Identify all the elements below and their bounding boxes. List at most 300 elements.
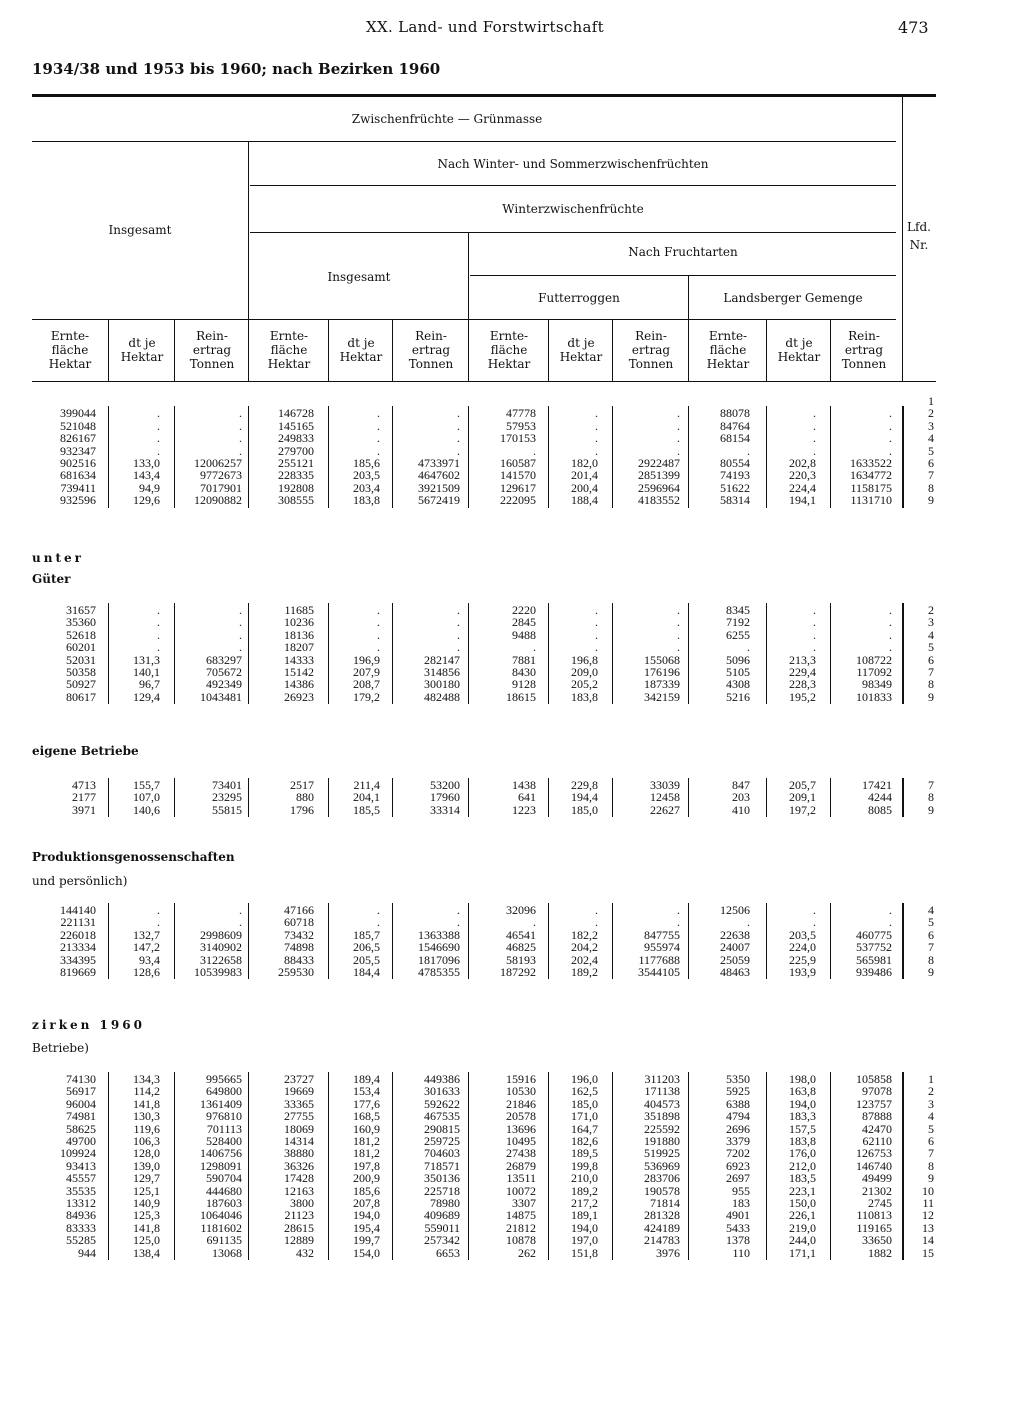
table-cell: 58625 bbox=[66, 1121, 96, 1136]
table-cell: 410 bbox=[732, 802, 750, 817]
table-cell: 21302 bbox=[862, 1183, 892, 1198]
header-lfd: Lfd. bbox=[907, 220, 931, 234]
table-cell: 826167 bbox=[60, 431, 96, 446]
table-cell: . bbox=[533, 443, 536, 458]
table-cell: . bbox=[813, 406, 816, 421]
table-cell: 283706 bbox=[644, 1171, 680, 1186]
table-cell: . bbox=[533, 640, 536, 655]
table-cell: 3971 bbox=[72, 802, 96, 817]
table-cell: 74130 bbox=[66, 1072, 96, 1086]
row-number: 4 bbox=[928, 1109, 934, 1124]
table-cell: 183,3 bbox=[789, 1109, 816, 1124]
table-cell: 131,3 bbox=[133, 652, 160, 667]
rule bbox=[612, 319, 613, 382]
table-cell: 1546690 bbox=[418, 940, 460, 955]
header-bottom-rule bbox=[32, 381, 936, 382]
table-cell: 197,8 bbox=[353, 1158, 380, 1173]
table-cell: 4785355 bbox=[418, 965, 460, 979]
table-cell: 26879 bbox=[506, 1158, 536, 1173]
table-cell: . bbox=[239, 443, 242, 458]
table-cell: 2745 bbox=[868, 1196, 892, 1210]
table-cell: 189,4 bbox=[353, 1072, 380, 1086]
table-cell: 58314 bbox=[720, 493, 750, 508]
table-cell: 311203 bbox=[644, 1072, 680, 1086]
table-cell: 35535 bbox=[66, 1183, 96, 1198]
table-cell: 73432 bbox=[284, 927, 314, 942]
table-cell: 5096 bbox=[726, 652, 750, 667]
table-cell: 176196 bbox=[644, 665, 680, 679]
table-cell: . bbox=[239, 640, 242, 655]
row-number: 4 bbox=[928, 431, 934, 446]
table-cell: . bbox=[239, 603, 242, 617]
table-cell: 105858 bbox=[856, 1072, 892, 1086]
table-cell: 108722 bbox=[856, 652, 892, 667]
col-header-dt-je-hektar: dt je Hektar bbox=[120, 336, 164, 364]
table-cell: . bbox=[457, 431, 460, 446]
table-cell: 132,7 bbox=[133, 927, 160, 942]
table-cell: 129617 bbox=[500, 480, 536, 495]
table-cell: 1223 bbox=[512, 802, 536, 817]
table-cell: 1064046 bbox=[200, 1208, 242, 1223]
table-cell: 281328 bbox=[644, 1208, 680, 1223]
table-cell: 45557 bbox=[66, 1171, 96, 1186]
table-cell: 129,4 bbox=[133, 689, 160, 704]
table-cell: . bbox=[377, 431, 380, 446]
table-cell: . bbox=[457, 903, 460, 917]
table-cell: 1043481 bbox=[200, 689, 242, 704]
table-cell: 125,0 bbox=[133, 1233, 160, 1248]
table-cell: 194,1 bbox=[789, 493, 816, 508]
table-cell: . bbox=[677, 627, 680, 642]
table-cell: 185,5 bbox=[353, 802, 380, 817]
table-cell: 12090882 bbox=[194, 493, 242, 508]
section-title: Produktionsgenossenschaften bbox=[32, 850, 235, 864]
table-cell: 36326 bbox=[284, 1158, 314, 1173]
table-cell: 170153 bbox=[500, 431, 536, 446]
table-cell: 10530 bbox=[506, 1084, 536, 1099]
table-cell: 183,8 bbox=[353, 493, 380, 508]
table-cell: 6653 bbox=[436, 1245, 460, 1260]
row-number: 1 bbox=[928, 394, 934, 408]
table-cell: 23295 bbox=[212, 790, 242, 805]
row-number: 5 bbox=[928, 443, 934, 458]
table-cell: 26923 bbox=[284, 689, 314, 704]
table-cell: 189,2 bbox=[571, 1183, 598, 1198]
table-cell: . bbox=[677, 603, 680, 617]
table-cell: . bbox=[677, 915, 680, 930]
table-cell: 8430 bbox=[512, 665, 536, 679]
table-cell: . bbox=[239, 915, 242, 930]
table-cell: 208,7 bbox=[353, 677, 380, 692]
section-subtitle: Betriebe) bbox=[32, 1041, 89, 1055]
table-cell: 194,0 bbox=[571, 1220, 598, 1235]
table-cell: 93413 bbox=[66, 1158, 96, 1173]
table-cell: 2851399 bbox=[638, 468, 680, 483]
table-cell: . bbox=[457, 640, 460, 655]
table-cell: 3800 bbox=[290, 1196, 314, 1210]
table-cell: 17428 bbox=[284, 1171, 314, 1186]
table-cell: 157,5 bbox=[789, 1121, 816, 1136]
table-cell: 203,4 bbox=[353, 480, 380, 495]
table-cell: . bbox=[889, 903, 892, 917]
table-cell: . bbox=[747, 443, 750, 458]
table-cell: . bbox=[157, 406, 160, 421]
table-cell: 537752 bbox=[856, 940, 892, 955]
table-cell: 10495 bbox=[506, 1134, 536, 1148]
header-landsberger: Landsberger Gemenge bbox=[723, 291, 863, 305]
table-cell: 20578 bbox=[506, 1109, 536, 1124]
table-cell: 206,5 bbox=[353, 940, 380, 955]
table-cell: 153,4 bbox=[353, 1084, 380, 1099]
table-cell: 55285 bbox=[66, 1233, 96, 1248]
row-number: 3 bbox=[928, 418, 934, 433]
table-cell: 219,0 bbox=[789, 1220, 816, 1235]
table-cell: 193,9 bbox=[789, 965, 816, 979]
table-cell: 7017901 bbox=[200, 480, 242, 495]
table-cell: 5672419 bbox=[418, 493, 460, 508]
table-cell: 27438 bbox=[506, 1146, 536, 1161]
table-cell: 1378 bbox=[726, 1233, 750, 1248]
table-cell: 1882 bbox=[868, 1245, 892, 1260]
table-cell: 7881 bbox=[512, 652, 536, 667]
table-row bbox=[0, 804, 1024, 817]
table-cell: 350136 bbox=[424, 1171, 460, 1186]
table-cell: 140,1 bbox=[133, 665, 160, 679]
table-cell: 134,3 bbox=[133, 1072, 160, 1086]
table-cell: 35360 bbox=[66, 615, 96, 630]
table-cell: 71814 bbox=[650, 1196, 680, 1210]
table-cell: . bbox=[677, 418, 680, 433]
table-cell: 74898 bbox=[284, 940, 314, 955]
header-winterzwischenfruechte: Winterzwischenfrüchte bbox=[502, 202, 644, 216]
row-number: 15 bbox=[922, 1245, 934, 1260]
table-cell: 60201 bbox=[66, 640, 96, 655]
table-cell: 49499 bbox=[862, 1171, 892, 1186]
table-cell: 139,0 bbox=[133, 1158, 160, 1173]
table-cell: 144140 bbox=[60, 903, 96, 917]
table-cell: . bbox=[457, 603, 460, 617]
table-cell: 220,3 bbox=[789, 468, 816, 483]
table-cell: 2697 bbox=[726, 1171, 750, 1186]
table-cell: 210,0 bbox=[571, 1171, 598, 1186]
table-cell: 226018 bbox=[60, 927, 96, 942]
rule bbox=[328, 319, 329, 382]
col-header-reinertrag: Rein- ertrag Tonnen bbox=[408, 329, 454, 371]
table-cell: . bbox=[677, 615, 680, 630]
row-number: 2 bbox=[928, 406, 934, 421]
table-cell: . bbox=[457, 627, 460, 642]
table-cell: . bbox=[377, 406, 380, 421]
table-cell: . bbox=[239, 615, 242, 630]
table-cell: 28615 bbox=[284, 1220, 314, 1235]
table-cell: 51622 bbox=[720, 480, 750, 495]
rule bbox=[830, 319, 831, 382]
table-cell: 880 bbox=[296, 790, 314, 805]
table-cell: 939486 bbox=[856, 965, 892, 979]
row-number: 8 bbox=[928, 677, 934, 692]
table-cell: 225,9 bbox=[789, 952, 816, 967]
table-cell: . bbox=[595, 915, 598, 930]
table-cell: 27755 bbox=[284, 1109, 314, 1124]
col-header-reinertrag: Rein- ertrag Tonnen bbox=[628, 329, 674, 371]
col-header-ernteflaeche: Ernte- fläche Hektar bbox=[487, 329, 531, 371]
table-cell: 10072 bbox=[506, 1183, 536, 1198]
table-cell: 244,0 bbox=[789, 1233, 816, 1248]
row-number: 6 bbox=[928, 652, 934, 667]
table-cell: 162,5 bbox=[571, 1084, 598, 1099]
table-cell: 164,7 bbox=[571, 1121, 598, 1136]
table-cell: 6255 bbox=[726, 627, 750, 642]
table-cell: 2596964 bbox=[638, 480, 680, 495]
table-cell: 182,2 bbox=[571, 927, 598, 942]
row-number: 1 bbox=[928, 1072, 934, 1086]
page-subtitle: 1934/38 und 1953 bis 1960; nach Bezirken 1960 bbox=[32, 60, 441, 78]
table-cell: 17960 bbox=[430, 790, 460, 805]
rule bbox=[548, 319, 549, 382]
header-zwischenfruechte: Zwischenfrüchte — Grünmasse bbox=[351, 112, 543, 126]
table-cell: 199,7 bbox=[353, 1233, 380, 1248]
table-cell: 229,8 bbox=[571, 778, 598, 792]
table-cell: 282147 bbox=[424, 652, 460, 667]
table-cell: . bbox=[747, 915, 750, 930]
table-cell: 590704 bbox=[206, 1171, 242, 1186]
table-cell: . bbox=[377, 603, 380, 617]
row-number: 14 bbox=[922, 1233, 934, 1248]
table-cell: 460775 bbox=[856, 927, 892, 942]
table-cell: 14875 bbox=[506, 1208, 536, 1223]
table-cell: 955974 bbox=[644, 940, 680, 955]
table-cell: 1438 bbox=[512, 778, 536, 792]
table-cell: 2998609 bbox=[200, 927, 242, 942]
table-cell: 1131710 bbox=[850, 493, 892, 508]
table-cell: 52618 bbox=[66, 627, 96, 642]
table-cell: 902516 bbox=[60, 456, 96, 470]
table-cell: 98349 bbox=[862, 677, 892, 692]
table-cell: 739411 bbox=[60, 480, 96, 495]
table-cell: 23727 bbox=[284, 1072, 314, 1086]
col-header-dt-je-hektar: dt je Hektar bbox=[339, 336, 383, 364]
table-cell: 10236 bbox=[284, 615, 314, 630]
table-cell: . bbox=[677, 640, 680, 655]
col-header-dt-je-hektar: dt je Hektar bbox=[777, 336, 821, 364]
table-cell: . bbox=[889, 418, 892, 433]
table-cell: 3544105 bbox=[638, 965, 680, 979]
table-cell: 847 bbox=[732, 778, 750, 792]
table-cell: 58193 bbox=[506, 952, 536, 967]
col-header-ernteflaeche: Ernte- fläche Hektar bbox=[706, 329, 750, 371]
rule bbox=[250, 185, 896, 186]
table-cell: 209,1 bbox=[789, 790, 816, 805]
table-cell: 155068 bbox=[644, 652, 680, 667]
row-number: 4 bbox=[928, 627, 934, 642]
table-cell: 22627 bbox=[650, 802, 680, 817]
table-cell: . bbox=[889, 431, 892, 446]
section-subtitle: Güter bbox=[32, 572, 71, 586]
row-number: 9 bbox=[928, 689, 934, 704]
header-nach-fruchtarten: Nach Fruchtarten bbox=[628, 245, 738, 259]
table-cell: 155,7 bbox=[133, 778, 160, 792]
table-cell: 8345 bbox=[726, 603, 750, 617]
table-cell: . bbox=[157, 615, 160, 630]
table-cell: 221131 bbox=[60, 915, 96, 930]
table-cell: 33314 bbox=[430, 802, 460, 817]
table-cell: 187292 bbox=[500, 965, 536, 979]
table-cell: 47166 bbox=[284, 903, 314, 917]
table-cell: 141,8 bbox=[133, 1220, 160, 1235]
table-cell: 62110 bbox=[862, 1134, 892, 1148]
table-cell: 704603 bbox=[424, 1146, 460, 1161]
table-cell: 107,0 bbox=[133, 790, 160, 805]
table-cell: . bbox=[889, 406, 892, 421]
table-row bbox=[0, 691, 1024, 704]
table-cell: 110813 bbox=[856, 1208, 892, 1223]
rule bbox=[250, 232, 896, 233]
top-rule bbox=[32, 94, 936, 97]
table-cell: 211,4 bbox=[353, 778, 380, 792]
table-cell: 492349 bbox=[206, 677, 242, 692]
table-cell: 228335 bbox=[278, 468, 314, 483]
table-cell: 207,8 bbox=[353, 1196, 380, 1210]
table-cell: 87888 bbox=[862, 1109, 892, 1124]
table-cell: . bbox=[239, 418, 242, 433]
table-cell: 194,4 bbox=[571, 790, 598, 805]
table-cell: 4794 bbox=[726, 1109, 750, 1124]
table-cell: 194,0 bbox=[789, 1096, 816, 1111]
table-cell: . bbox=[595, 443, 598, 458]
table-cell: . bbox=[813, 431, 816, 446]
table-cell: 3307 bbox=[512, 1196, 536, 1210]
table-cell: 314856 bbox=[424, 665, 460, 679]
table-cell: 202,4 bbox=[571, 952, 598, 967]
table-row bbox=[0, 494, 1024, 507]
table-cell: 9772673 bbox=[200, 468, 242, 483]
table-cell: 9488 bbox=[512, 627, 536, 642]
table-cell: 11685 bbox=[284, 603, 314, 617]
row-number: 9 bbox=[928, 493, 934, 508]
table-cell: 196,9 bbox=[353, 652, 380, 667]
rule bbox=[766, 319, 767, 382]
section-title: unter bbox=[32, 551, 84, 565]
table-cell: 3379 bbox=[726, 1134, 750, 1148]
table-cell: 171138 bbox=[644, 1084, 680, 1099]
table-cell: . bbox=[377, 418, 380, 433]
table-cell: 78980 bbox=[430, 1196, 460, 1210]
table-cell: 177,6 bbox=[353, 1096, 380, 1111]
table-cell: 185,7 bbox=[353, 927, 380, 942]
table-cell: 3921509 bbox=[418, 480, 460, 495]
table-cell: 847755 bbox=[644, 927, 680, 942]
table-cell: . bbox=[813, 418, 816, 433]
row-number: 2 bbox=[928, 603, 934, 617]
table-cell: 649800 bbox=[206, 1084, 242, 1099]
table-cell: 33039 bbox=[650, 778, 680, 792]
table-cell: 701113 bbox=[206, 1121, 242, 1136]
table-cell: 191880 bbox=[644, 1134, 680, 1148]
table-cell: 194,0 bbox=[353, 1208, 380, 1223]
table-cell: 249833 bbox=[278, 431, 314, 446]
table-cell: 201,4 bbox=[571, 468, 598, 483]
table-cell: 1361409 bbox=[200, 1096, 242, 1111]
row-number: 7 bbox=[928, 940, 934, 955]
header-nr: Nr. bbox=[909, 238, 929, 252]
table-cell: 1181602 bbox=[200, 1220, 242, 1235]
table-cell: 171,0 bbox=[571, 1109, 598, 1124]
table-cell: 21812 bbox=[506, 1220, 536, 1235]
table-cell: . bbox=[377, 443, 380, 458]
table-cell: 74193 bbox=[720, 468, 750, 483]
table-cell: 2922487 bbox=[638, 456, 680, 470]
table-cell: 257342 bbox=[424, 1233, 460, 1248]
table-cell: 13696 bbox=[506, 1121, 536, 1136]
running-head: XX. Land- und Forstwirtschaft bbox=[366, 18, 604, 36]
table-cell: 7192 bbox=[726, 615, 750, 630]
table-cell: 110 bbox=[732, 1245, 750, 1260]
table-cell: 117092 bbox=[856, 665, 892, 679]
table-cell: 184,4 bbox=[353, 965, 380, 979]
page-number: 473 bbox=[898, 18, 929, 37]
table-cell: 168,5 bbox=[353, 1109, 380, 1124]
table-cell: 641 bbox=[518, 790, 536, 805]
row-number: 10 bbox=[922, 1183, 934, 1198]
table-cell: 214783 bbox=[644, 1233, 680, 1248]
table-cell: 4308 bbox=[726, 677, 750, 692]
table-cell: 185,0 bbox=[571, 802, 598, 817]
table-cell: 154,0 bbox=[353, 1245, 380, 1260]
table-cell: . bbox=[457, 418, 460, 433]
table-cell: 205,5 bbox=[353, 952, 380, 967]
table-cell: 171,1 bbox=[789, 1245, 816, 1260]
table-cell: 482488 bbox=[424, 689, 460, 704]
table-cell: 33650 bbox=[862, 1233, 892, 1248]
table-cell: 32096 bbox=[506, 903, 536, 917]
table-cell: 185,0 bbox=[571, 1096, 598, 1111]
table-cell: 15142 bbox=[284, 665, 314, 679]
table-cell: 3122658 bbox=[200, 952, 242, 967]
table-cell: 160587 bbox=[500, 456, 536, 470]
table-cell: 308555 bbox=[278, 493, 314, 508]
table-cell: 5925 bbox=[726, 1084, 750, 1099]
table-cell: 84936 bbox=[66, 1208, 96, 1223]
table-cell: 60718 bbox=[284, 915, 314, 930]
table-cell: 12889 bbox=[284, 1233, 314, 1248]
table-cell: 976810 bbox=[206, 1109, 242, 1124]
table-cell: 5350 bbox=[726, 1072, 750, 1086]
table-cell: . bbox=[677, 431, 680, 446]
col-header-reinertrag: Rein- ertrag Tonnen bbox=[841, 329, 887, 371]
table-cell: 995665 bbox=[206, 1072, 242, 1086]
table-row bbox=[0, 432, 1024, 445]
table-cell: 88078 bbox=[720, 406, 750, 421]
table-cell: 182,0 bbox=[571, 456, 598, 470]
table-cell: . bbox=[533, 915, 536, 930]
table-cell: 46541 bbox=[506, 927, 536, 942]
table-cell: 125,3 bbox=[133, 1208, 160, 1223]
table-cell: 19669 bbox=[284, 1084, 314, 1099]
table-cell: 6388 bbox=[726, 1096, 750, 1111]
table-cell: . bbox=[747, 640, 750, 655]
table-cell: 189,2 bbox=[571, 965, 598, 979]
row-number: 9 bbox=[928, 802, 934, 817]
table-cell: 196,0 bbox=[571, 1072, 598, 1086]
table-row bbox=[0, 966, 1024, 979]
table-cell: 7202 bbox=[726, 1146, 750, 1161]
table-cell: 199,8 bbox=[571, 1158, 598, 1173]
table-cell: 80617 bbox=[66, 689, 96, 704]
row-number: 9 bbox=[928, 965, 934, 979]
table-cell: 181,2 bbox=[353, 1134, 380, 1148]
table-cell: 109924 bbox=[60, 1146, 96, 1161]
table-cell: 10539983 bbox=[194, 965, 242, 979]
